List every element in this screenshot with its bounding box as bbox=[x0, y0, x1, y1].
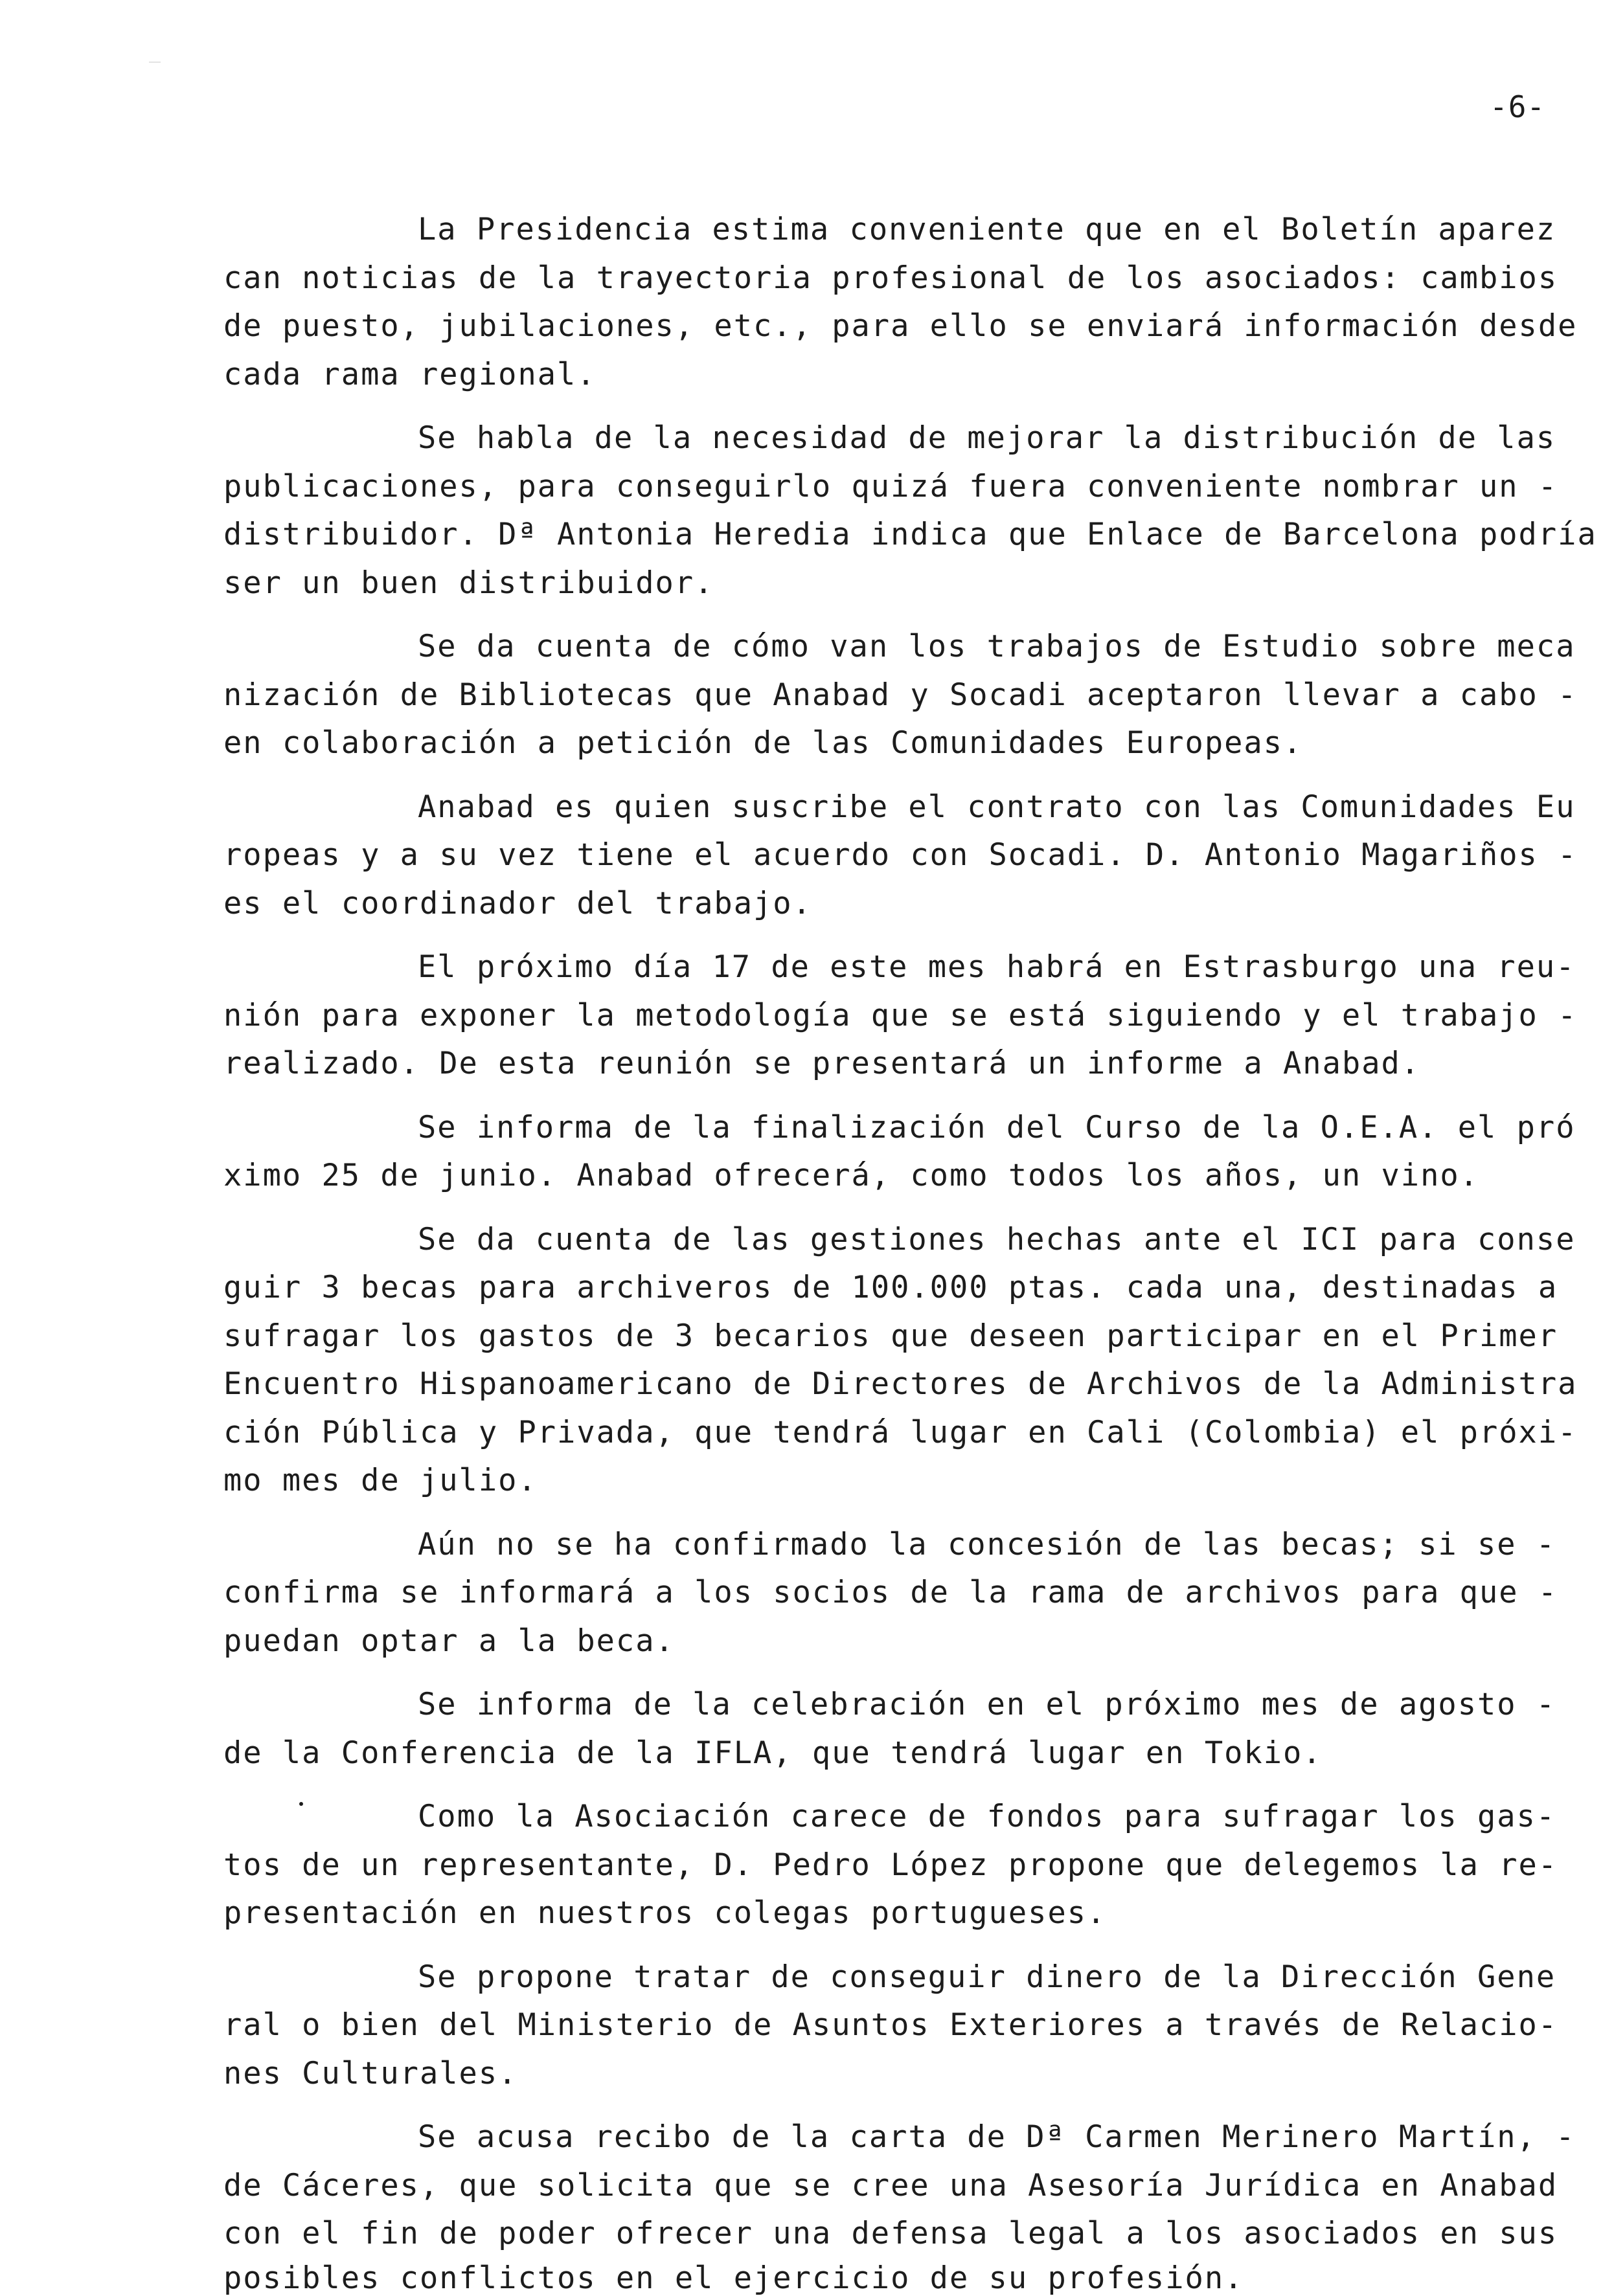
text-line: Se da cuenta de cómo van los trabajos de Estudio sobre meca bbox=[418, 629, 1576, 664]
margin-mark bbox=[149, 62, 161, 63]
page-number: -6- bbox=[1490, 89, 1546, 124]
text-line: de puesto, jubilaciones, etc., para ello se enviará información desde bbox=[223, 308, 1578, 344]
text-line: can noticias de la trayectoria profesional de los asociados: cambios bbox=[223, 260, 1558, 296]
text-line: nización de Bibliotecas que Anabad y Socadi aceptaron llevar a cabo - bbox=[223, 677, 1578, 713]
paragraph-contrato bbox=[223, 783, 1590, 929]
text-line: Como la Asociación carece de fondos para sufragar los gas- bbox=[418, 1799, 1556, 1834]
text-line: Se habla de la necesidad de mejorar la distribución de las bbox=[418, 420, 1556, 456]
text-line: Se da cuenta de las gestiones hechas ante el ICI para conse bbox=[418, 1221, 1576, 1257]
paragraph-confirmacion-becas bbox=[223, 1521, 1590, 1666]
paragraph-mecanizacion bbox=[223, 623, 1590, 768]
text-line: distribuidor. Dª Antonia Heredia indica que Enlace de Barcelona podría bbox=[223, 517, 1597, 552]
text-line: puedan optar a la beca. bbox=[223, 1623, 675, 1659]
text-line: El próximo día 17 de este mes habrá en Estrasburgo una reu- bbox=[418, 949, 1576, 985]
text-line: Se informa de la finalización del Curso de la O.E.A. el pró bbox=[418, 1109, 1576, 1145]
text-line: ser un buen distribuidor. bbox=[223, 565, 714, 601]
paragraph-representante bbox=[223, 1793, 1590, 1938]
text-line: ral o bien del Ministerio de Asuntos Exteriores a través de Relacio- bbox=[223, 2007, 1558, 2043]
text-line: en colaboración a petición de las Comunidades Europeas. bbox=[223, 725, 1303, 761]
paragraph-becas-ici bbox=[223, 1216, 1590, 1505]
paragraph-financiacion bbox=[223, 1953, 1590, 2099]
text-line: presentación en nuestros colegas portugueses. bbox=[223, 1895, 1107, 1931]
text-line: realizado. De esta reunión se presentará un informe a Anabad. bbox=[223, 1046, 1421, 1081]
paragraph-ifla bbox=[223, 1681, 1590, 1777]
text-line: guir 3 becas para archiveros de 100.000 ptas. cada una, destinadas a bbox=[223, 1270, 1558, 1305]
text-line: de la Conferencia de la IFLA, que tendrá lugar en Tokio. bbox=[223, 1735, 1323, 1771]
paragraph-estrasburgo bbox=[223, 943, 1590, 1088]
text-line: nes Culturales. bbox=[223, 2055, 518, 2091]
stray-mark bbox=[299, 1802, 303, 1806]
text-line: ropeas y a su vez tiene el acuerdo con Socadi. D. Antonio Magariños - bbox=[223, 837, 1578, 873]
text-line: confirma se informará a los socios de la rama de archivos para que - bbox=[223, 1575, 1558, 1610]
text-line: nión para exponer la metodología que se está siguiendo y el trabajo - bbox=[223, 997, 1578, 1033]
text-line: es el coordinador del trabajo. bbox=[223, 885, 812, 921]
text-line: ximo 25 de junio. Anabad ofrecerá, como todos los años, un vino. bbox=[223, 1158, 1479, 1193]
text-line: mo mes de julio. bbox=[223, 1463, 538, 1498]
cut-off-line bbox=[223, 2260, 1324, 2296]
text-line: cada rama regional. bbox=[223, 356, 597, 392]
text-line: Anabad es quien suscribe el contrato con las Comunidades Eu bbox=[418, 789, 1576, 825]
paragraph-boletin bbox=[223, 206, 1590, 399]
text-line: tos de un representante, D. Pedro López propone que delegemos la re- bbox=[223, 1847, 1558, 1883]
text-line: publicaciones, para conseguirlo quizá fuera conveniente nombrar un - bbox=[223, 468, 1558, 504]
paragraph-asesoria-juridica bbox=[223, 2113, 1590, 2258]
paragraph-curso-oea bbox=[223, 1104, 1590, 1200]
text-line: Se acusa recibo de la carta de Dª Carmen Merinero Martín, - bbox=[418, 2119, 1576, 2155]
text-line: La Presidencia estima conveniente que en el Boletín aparez bbox=[418, 212, 1556, 247]
cut-off-text: posibles conflictos en el ejercicio de su profesión. bbox=[223, 2260, 1244, 2296]
body-text bbox=[223, 206, 1597, 2274]
text-line: Se propone tratar de conseguir dinero de la Dirección Gene bbox=[418, 1959, 1556, 1995]
text-line: sufragar los gastos de 3 becarios que deseen participar en el Primer bbox=[223, 1318, 1558, 1354]
text-line: con el fin de poder ofrecer una defensa legal a los asociados en sus bbox=[223, 2216, 1558, 2251]
text-line: de Cáceres, que solicita que se cree una Asesoría Jurídica en Anabad bbox=[223, 2167, 1558, 2203]
text-line: ción Pública y Privada, que tendrá lugar en Cali (Colombia) el próxi- bbox=[223, 1414, 1578, 1450]
paragraph-distribucion bbox=[223, 414, 1597, 607]
text-line: Se informa de la celebración en el próximo mes de agosto - bbox=[418, 1687, 1556, 1722]
text-line: Encuentro Hispanoamericano de Directores de Archivos de la Administra bbox=[223, 1366, 1578, 1402]
text-line: Aún no se ha confirmado la concesión de las becas; si se - bbox=[418, 1526, 1556, 1562]
